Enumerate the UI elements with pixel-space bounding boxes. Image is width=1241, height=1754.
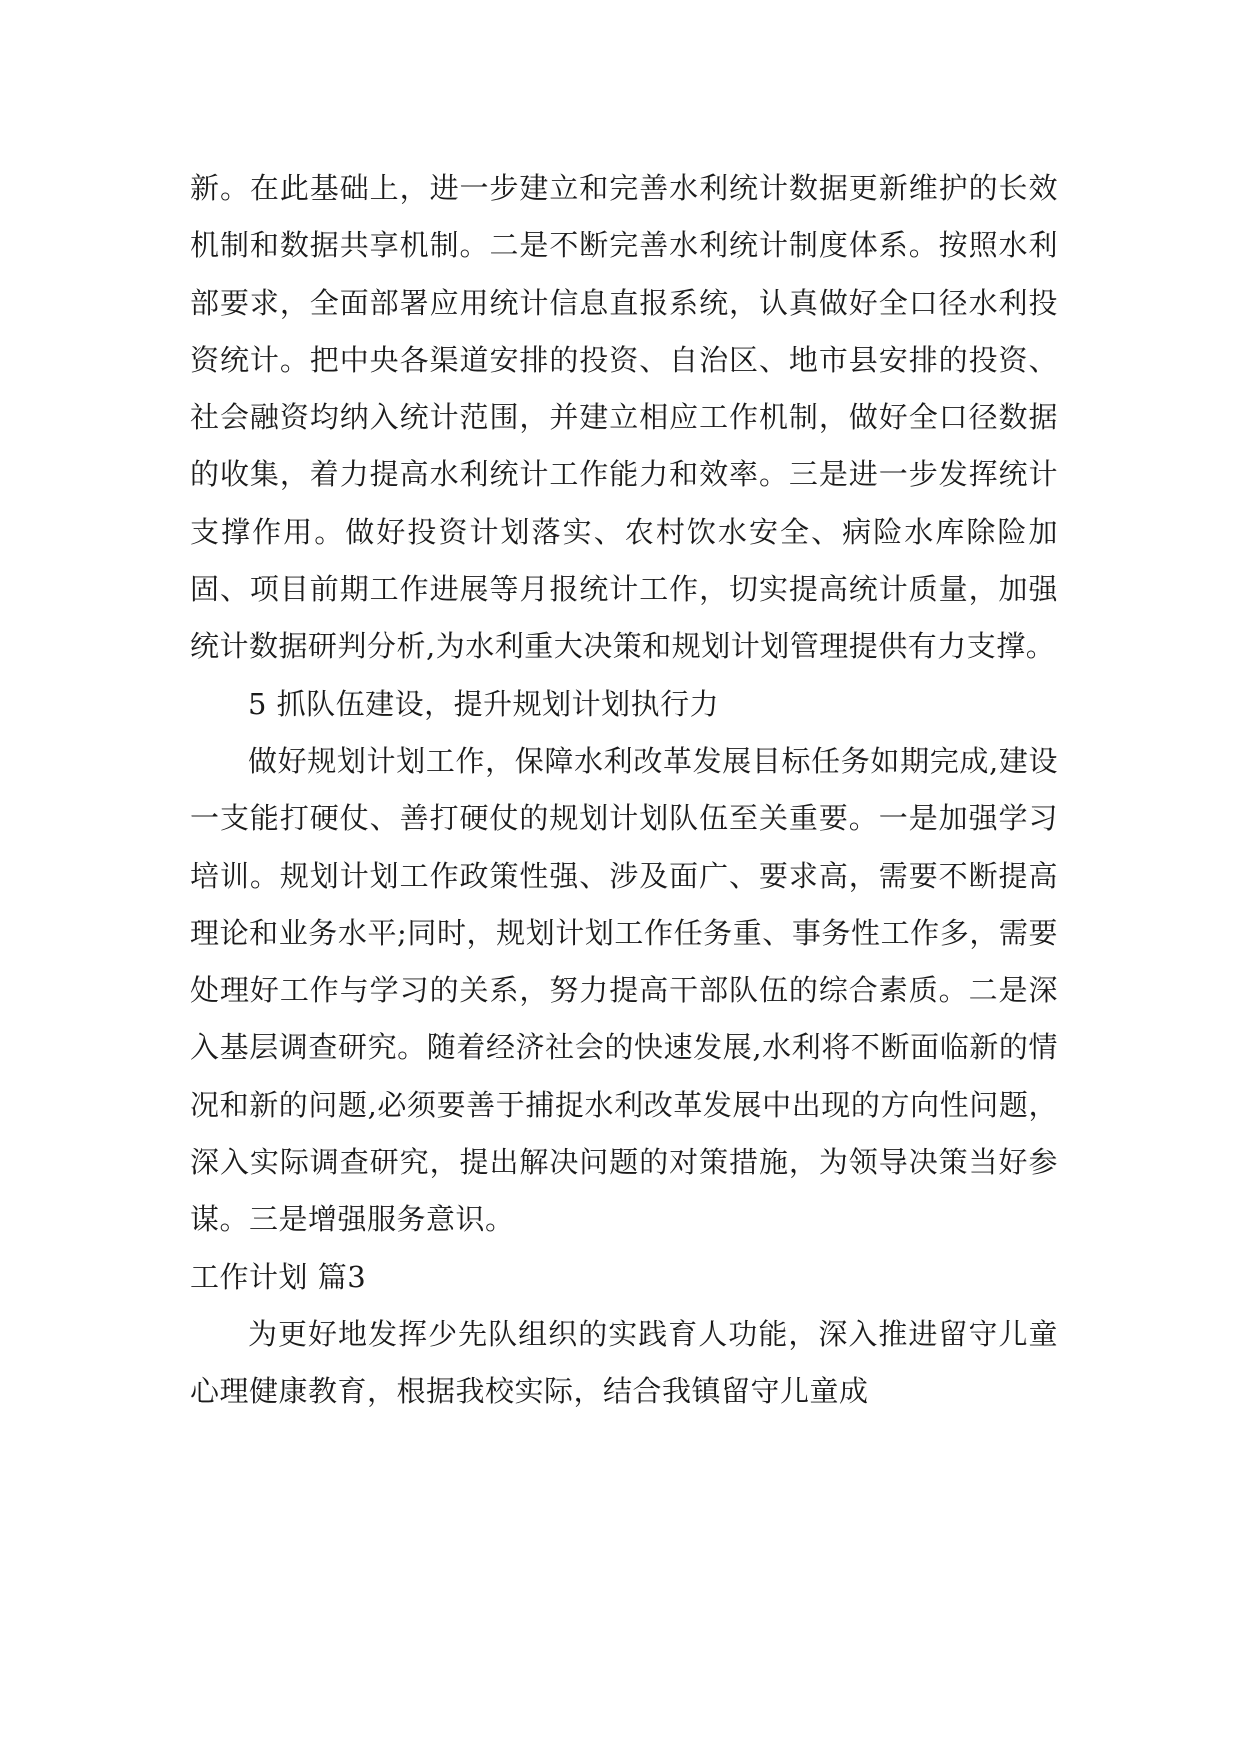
document-body <box>190 160 1058 1421</box>
paragraph-team-building: 做好规划计划工作，保障水利改革发展目标任务如期完成,建设一支能打硬仗、善打硬仗的规划计划队伍至关重要。一是加强学习培训。规划计划工作政策性强、涉及面广、要求高，需要不断提高理论和业务水平;同时，规划计划工作任务重、事务性工作多，需要处理好工作与学习的关系，努力提高干部队伍的综合素质。二是深入基层调查研究。随着经济社会的快速发展,水利将不断面临新的情况和新的问题,必须要善于捕捉水利改革发展中出现的方向性问题，深入实际调查研究，提出解决问题的对策措施，为领导决策当好参谋。三是增强服务意识。 <box>190 743 1058 1237</box>
paragraph-young-pioneers: 为更好地发挥少先队组织的实践育人功能，深入推进留守儿童心理健康教育，根据我校实际，结合我镇留守儿童成 <box>190 1316 1058 1409</box>
paragraph-statistics-continued: 新。在此基础上，进一步建立和完善水利统计数据更新维护的长效机制和数据共享机制。二是不断完善水利统计制度体系。按照水利部要求，全面部署应用统计信息直报系统，认真做好全口径水利投资统计。把中央各渠道安排的投资、自治区、地市县安排的投资、社会融资均纳入统计范围，并建立相应工作机制，做好全口径数据的收集，着力提高水利统计工作能力和效率。三是进一步发挥统计支撑作用。做好投资计划落实、农村饮水安全、病险水库除险加固、项目前期工作进展等月报统计工作，切实提高统计质量，加强统计数据研判分析,为水利重大决策和规划计划管理提供有力支撑。 <box>190 171 1058 664</box>
section-heading-team-building: 5 抓队伍建设，提升规划计划执行力 <box>248 686 720 721</box>
article-heading-work-plan-3: 工作计划 篇3 <box>190 1259 367 1294</box>
